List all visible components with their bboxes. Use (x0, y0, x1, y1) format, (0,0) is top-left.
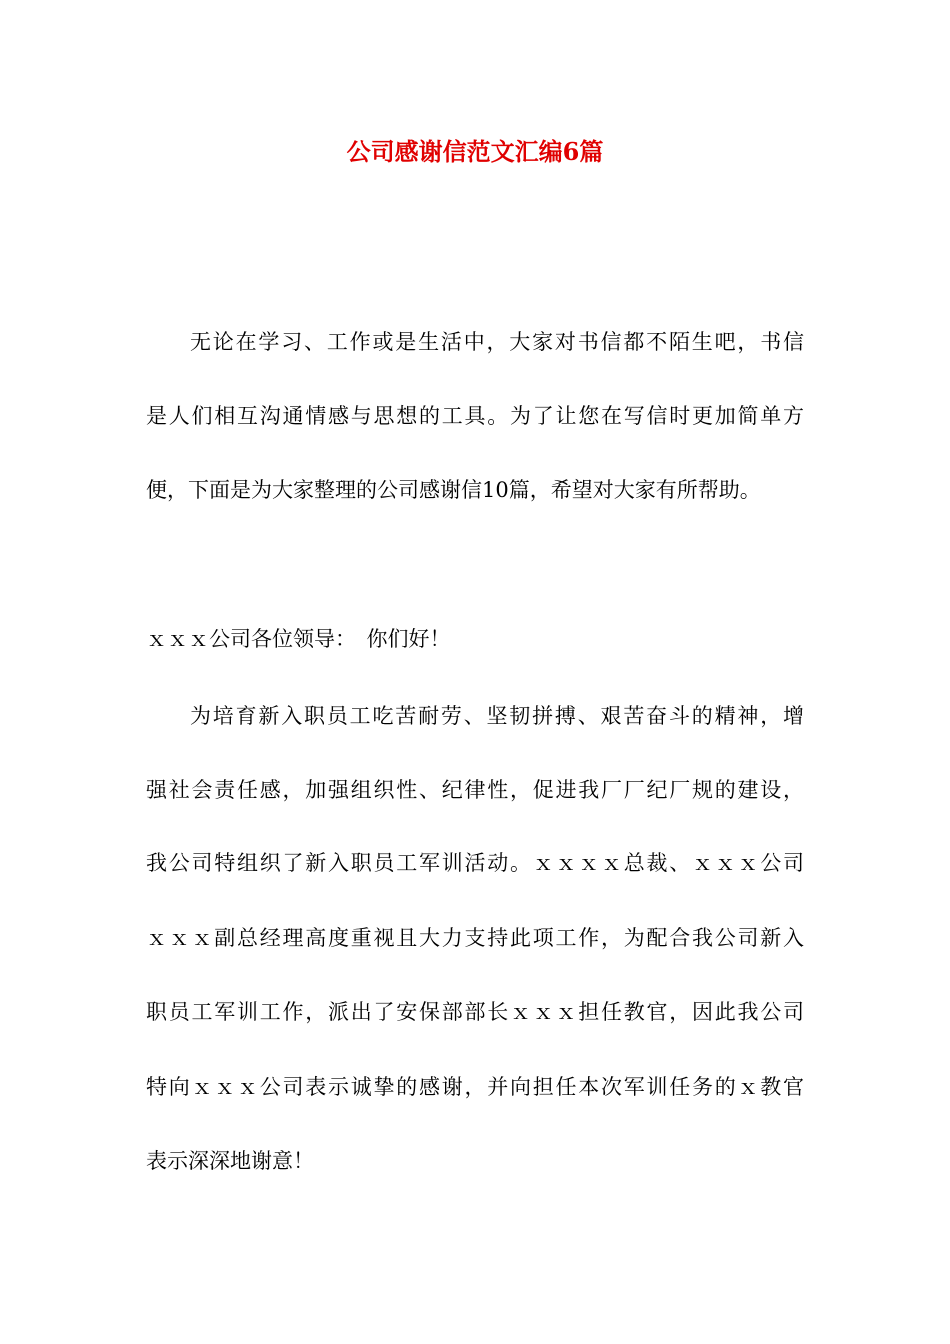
body-line-6: 特向ｘｘｘ公司表示诚挚的感谢，并向担任本次军训任务的ｘ教官 (146, 1075, 804, 1099)
document-title: 公司感谢信范文汇编6篇 (346, 137, 604, 166)
body-line-3: 我公司特组织了新入职员工军训活动。ｘｘｘｘ总裁、ｘｘｘ公司 (146, 851, 804, 875)
body-line-7: 表示深深地谢意！ (146, 1149, 314, 1173)
intro-line-1: 无论在学习、工作或是生活中，大家对书信都不陌生吧，书信 (190, 330, 804, 354)
intro-line-2: 是人们相互沟通情感与思想的工具。为了让您在写信时更加简单方 (146, 404, 804, 428)
salutation: ｘｘｘ公司各位领导： 你们好！ (146, 627, 451, 651)
body-line-5: 职员工军训工作，派出了安保部部长ｘｘｘ担任教官，因此我公司 (146, 1000, 804, 1024)
body-line-4: ｘｘｘ副总经理高度重视且大力支持此项工作，为配合我公司新入 (146, 926, 804, 950)
body-line-1: 为培育新入职员工吃苦耐劳、坚韧拼搏、艰苦奋斗的精神，增 (190, 704, 804, 728)
intro-line-3: 便，下面是为大家整理的公司感谢信10篇，希望对大家有所帮助。 (146, 478, 761, 502)
body-line-2: 强社会责任感，加强组织性、纪律性，促进我厂厂纪厂规的建设， (146, 778, 804, 802)
